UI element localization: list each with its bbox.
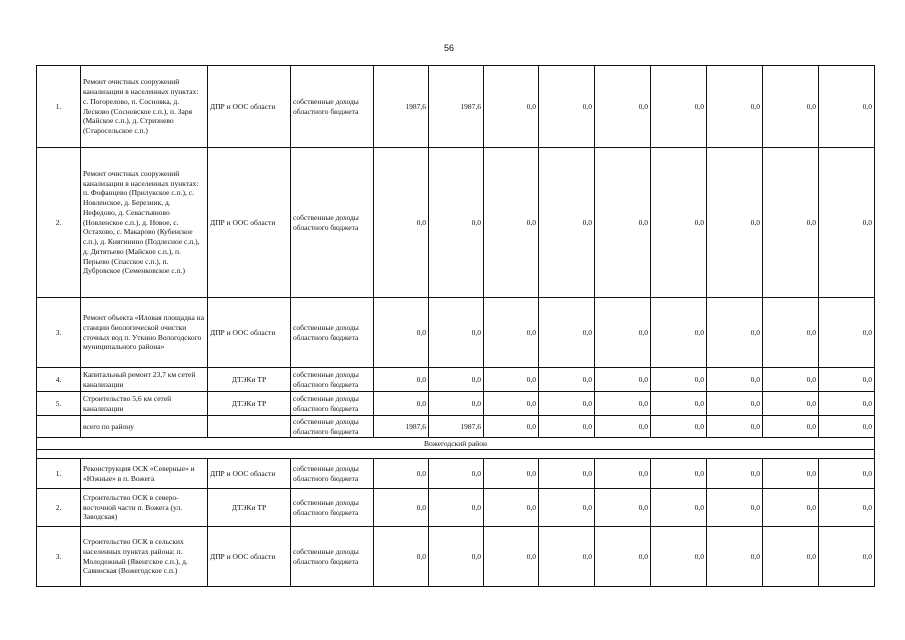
value-cell: 0,0 — [484, 459, 539, 489]
value-cell: 0,0 — [374, 298, 429, 368]
executor-cell: ДПР и ООС области — [208, 148, 291, 298]
value-cell: 0,0 — [595, 527, 651, 587]
table-row — [37, 368, 875, 392]
value-cell: 0,0 — [539, 148, 595, 298]
measure-name: Капитальный ремонт 23,7 км сетей канализации — [81, 368, 208, 392]
table-row — [37, 148, 875, 298]
value-cell: 0,0 — [484, 148, 539, 298]
total-label: всего по району — [81, 416, 208, 438]
value-cell: 0,0 — [651, 298, 707, 368]
budget-table — [36, 65, 875, 587]
value-cell: 0,0 — [707, 298, 763, 368]
row-number: 3. — [37, 527, 81, 587]
value-cell: 0,0 — [707, 368, 763, 392]
total-value-cell: 0,0 — [819, 416, 875, 438]
value-cell: 0,0 — [819, 148, 875, 298]
value-cell: 0,0 — [429, 298, 484, 368]
value-cell: 0,0 — [539, 489, 595, 527]
total-value-cell: 0,0 — [595, 416, 651, 438]
value-cell: 0,0 — [819, 392, 875, 416]
value-cell: 0,0 — [651, 392, 707, 416]
value-cell: 1987,6 — [374, 66, 429, 148]
value-cell: 0,0 — [429, 392, 484, 416]
value-cell: 0,0 — [651, 148, 707, 298]
funding-source: собственные доходы областного бюджета — [291, 489, 374, 527]
value-cell: 0,0 — [763, 527, 819, 587]
total-value-cell: 0,0 — [707, 416, 763, 438]
executor-cell: ДТЭКи ТР — [208, 368, 291, 392]
value-cell: 0,0 — [651, 66, 707, 148]
executor-cell: ДПР и ООС области — [208, 66, 291, 148]
value-cell: 0,0 — [484, 66, 539, 148]
row-number-empty — [37, 416, 81, 438]
district-header-row — [37, 438, 875, 450]
row-number: 2. — [37, 489, 81, 527]
table-row — [37, 66, 875, 148]
value-cell: 0,0 — [374, 489, 429, 527]
value-cell: 0,0 — [763, 368, 819, 392]
total-value-cell: 1987,6 — [374, 416, 429, 438]
spacer-row — [37, 450, 875, 459]
value-cell: 0,0 — [707, 527, 763, 587]
value-cell: 0,0 — [707, 489, 763, 527]
value-cell: 0,0 — [651, 527, 707, 587]
value-cell: 0,0 — [429, 459, 484, 489]
total-value-cell: 0,0 — [651, 416, 707, 438]
value-cell: 0,0 — [707, 66, 763, 148]
table-row — [37, 392, 875, 416]
value-cell: 0,0 — [763, 66, 819, 148]
value-cell: 0,0 — [374, 392, 429, 416]
executor-cell-empty — [208, 416, 291, 438]
value-cell: 0,0 — [539, 459, 595, 489]
total-value-cell: 0,0 — [539, 416, 595, 438]
value-cell: 0,0 — [651, 368, 707, 392]
value-cell: 0,0 — [429, 148, 484, 298]
executor-cell: ДТЭКи ТР — [208, 392, 291, 416]
row-number: 3. — [37, 298, 81, 368]
value-cell: 0,0 — [651, 459, 707, 489]
executor-cell: ДПР и ООС области — [208, 527, 291, 587]
value-cell: 0,0 — [484, 527, 539, 587]
value-cell: 0,0 — [429, 489, 484, 527]
row-number: 2. — [37, 148, 81, 298]
value-cell: 0,0 — [595, 298, 651, 368]
value-cell: 0,0 — [429, 368, 484, 392]
value-cell: 0,0 — [707, 392, 763, 416]
measure-name: Ремонт очистных сооружений канализации в населенных пунктах: с. Погорелово, п. Сосновка, д. Лесково (Сосновское с.п.), п. Заря (Майское с.п.), д. Стризнево (Старосельское с.п.) — [81, 66, 208, 148]
measure-name: Реконструкция ОСК «Северные» и «Южные» в п. Вожега — [81, 459, 208, 489]
value-cell: 0,0 — [374, 527, 429, 587]
funding-source: собственные доходы областного бюджета — [291, 392, 374, 416]
table-row — [37, 489, 875, 527]
value-cell: 0,0 — [819, 459, 875, 489]
value-cell: 0,0 — [707, 459, 763, 489]
funding-source: собственные доходы областного бюджета — [291, 416, 374, 438]
value-cell: 0,0 — [595, 459, 651, 489]
funding-source: собственные доходы областного бюджета — [291, 298, 374, 368]
measure-name: Ремонт объекта «Иловая площадка на станции биологической очистки сточных вод п. Уткино Вологодского муниципального района» — [81, 298, 208, 368]
total-value-cell: 1987,6 — [429, 416, 484, 438]
value-cell: 0,0 — [595, 392, 651, 416]
value-cell: 0,0 — [595, 368, 651, 392]
executor-cell: ДПР и ООС области — [208, 459, 291, 489]
district-title: Вожегодский район — [37, 438, 875, 450]
value-cell: 0,0 — [819, 489, 875, 527]
executor-cell: ДПР и ООС области — [208, 298, 291, 368]
value-cell: 0,0 — [763, 392, 819, 416]
value-cell: 0,0 — [484, 298, 539, 368]
value-cell: 0,0 — [819, 368, 875, 392]
executor-cell: ДТЭКи ТР — [208, 489, 291, 527]
row-number: 1. — [37, 459, 81, 489]
measure-name: Строительство ОСК в северо-восточной части п. Вожега (ул. Заводская) — [81, 489, 208, 527]
value-cell: 0,0 — [374, 148, 429, 298]
row-number: 1. — [37, 66, 81, 148]
total-value-cell: 0,0 — [484, 416, 539, 438]
value-cell: 0,0 — [763, 298, 819, 368]
measure-name: Строительство 5,6 км сетей канализации — [81, 392, 208, 416]
value-cell: 0,0 — [595, 148, 651, 298]
value-cell: 0,0 — [595, 489, 651, 527]
value-cell: 0,0 — [539, 368, 595, 392]
value-cell: 0,0 — [819, 66, 875, 148]
value-cell: 0,0 — [651, 489, 707, 527]
funding-source: собственные доходы областного бюджета — [291, 459, 374, 489]
value-cell: 0,0 — [539, 527, 595, 587]
table-row — [37, 450, 875, 459]
value-cell: 0,0 — [484, 489, 539, 527]
value-cell: 0,0 — [763, 459, 819, 489]
value-cell: 0,0 — [539, 392, 595, 416]
value-cell: 0,0 — [539, 66, 595, 148]
value-cell: 0,0 — [819, 527, 875, 587]
funding-source: собственные доходы областного бюджета — [291, 66, 374, 148]
row-number: 5. — [37, 392, 81, 416]
value-cell: 0,0 — [763, 489, 819, 527]
total-row — [37, 416, 875, 438]
value-cell: 0,0 — [429, 527, 484, 587]
measure-name: Строительство ОСК в сельских населенных пунктах района: п. Молодежный (Явенгское с.п.), д. Савинская (Вожегодское с.п.) — [81, 527, 208, 587]
table-row — [37, 298, 875, 368]
budget-table-body — [37, 66, 875, 587]
value-cell: 0,0 — [819, 298, 875, 368]
table-row — [37, 459, 875, 489]
measure-name: Ремонт очистных сооружений канализации в населенных пунктах: п. Фофанцево (Прилукское с.п.), с. Новленское, д. Березник, д. Нефедово, д. Севастьяново (Новленское с.п.), д. Новое, с. Остахово, с. Макарово (Кубенское с.п.), д. Княгинино (Подлесное с.п.), д. Дитятьево (Майское с.п.), п. Перьево (Спасское с.п.), п. Дубровское (Семенковское с.п.) — [81, 148, 208, 298]
page-number: 56 — [444, 43, 455, 53]
value-cell: 0,0 — [707, 148, 763, 298]
total-value-cell: 0,0 — [763, 416, 819, 438]
row-number: 4. — [37, 368, 81, 392]
value-cell: 0,0 — [374, 368, 429, 392]
value-cell: 0,0 — [595, 66, 651, 148]
value-cell: 0,0 — [484, 392, 539, 416]
funding-source: собственные доходы областного бюджета — [291, 368, 374, 392]
value-cell: 0,0 — [539, 298, 595, 368]
funding-source: собственные доходы областного бюджета — [291, 527, 374, 587]
funding-source: собственные доходы областного бюджета — [291, 148, 374, 298]
value-cell: 0,0 — [763, 148, 819, 298]
table-row — [37, 527, 875, 587]
value-cell: 0,0 — [374, 459, 429, 489]
value-cell: 1987,6 — [429, 66, 484, 148]
value-cell: 0,0 — [484, 368, 539, 392]
